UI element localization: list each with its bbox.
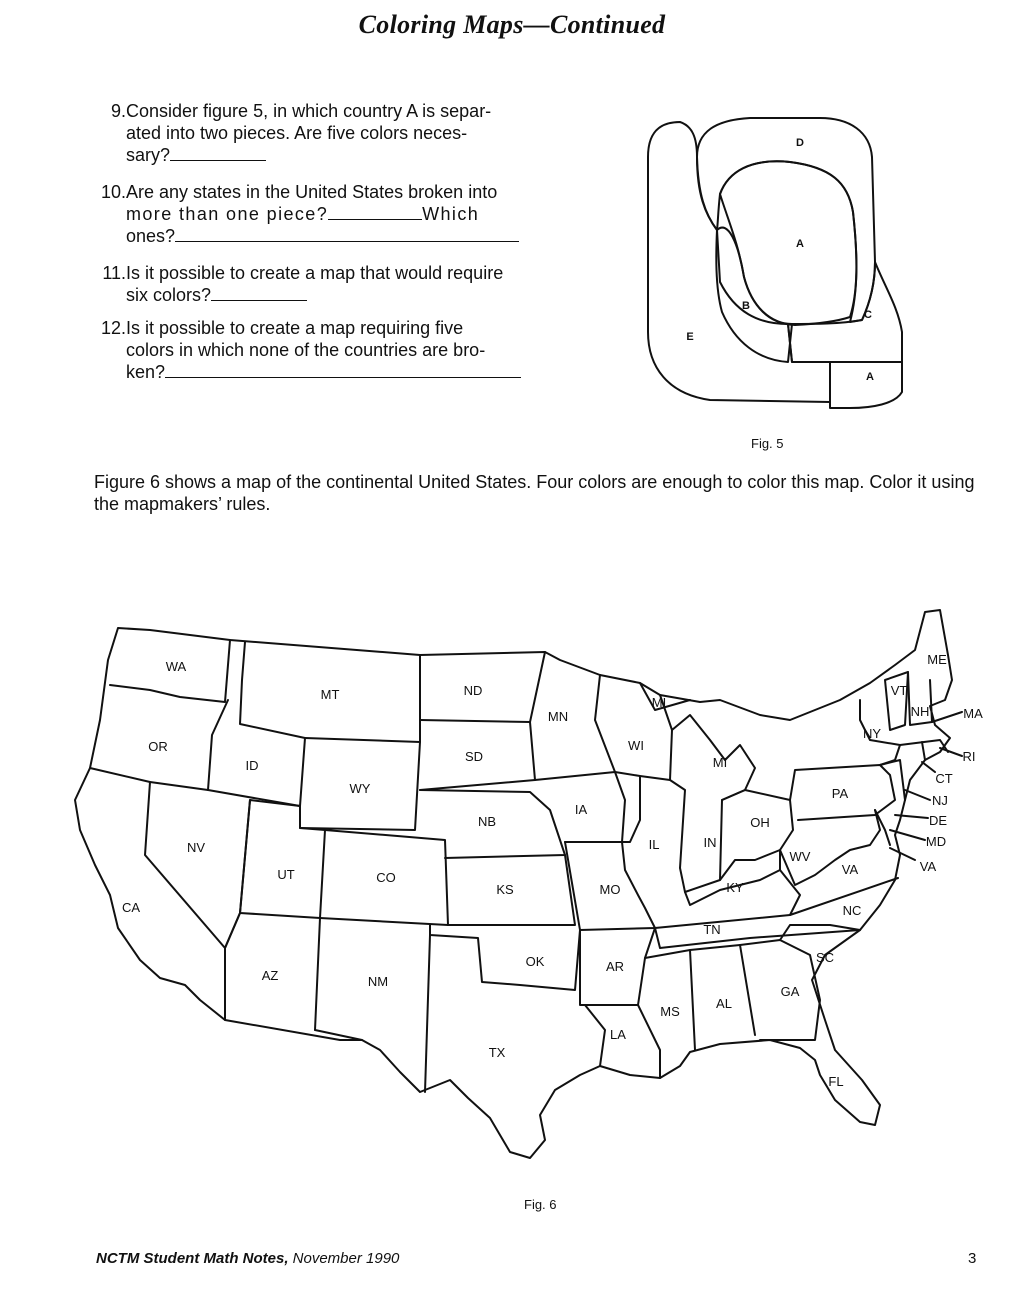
question-line: sary? bbox=[126, 145, 171, 165]
figure-6-caption: Fig. 6 bbox=[524, 1197, 557, 1212]
figure-5-caption: Fig. 5 bbox=[751, 436, 784, 451]
state-label: KS bbox=[496, 882, 514, 897]
answer-blank[interactable] bbox=[211, 284, 307, 301]
state-border bbox=[638, 1005, 660, 1078]
state-label: UT bbox=[277, 867, 295, 882]
state-border bbox=[315, 1030, 362, 1040]
footer-citation bbox=[96, 1250, 399, 1267]
page-number: 3 bbox=[968, 1250, 977, 1267]
state-border bbox=[780, 810, 880, 885]
state-label: WY bbox=[349, 781, 371, 796]
state-label: PA bbox=[831, 786, 849, 801]
state-label: NV bbox=[186, 840, 206, 855]
question-line: Is it possible to create a map that would require bbox=[126, 263, 504, 283]
state-label: MI bbox=[712, 755, 728, 770]
callout-line bbox=[922, 762, 935, 772]
question-number: 11. bbox=[102, 263, 126, 283]
state-label: NC bbox=[842, 903, 862, 918]
page-title: Coloring Maps—Continued bbox=[358, 10, 666, 39]
question-12 bbox=[100, 317, 526, 383]
state-border bbox=[315, 918, 320, 1030]
state-label: MD bbox=[925, 834, 947, 849]
question-line: colors in which none of the countries are bro- bbox=[126, 340, 486, 360]
state-label: GA bbox=[780, 984, 800, 999]
state-label: NM bbox=[367, 974, 389, 989]
question-line: ated into two pieces. Are five colors neces- bbox=[126, 123, 468, 143]
state-border bbox=[685, 850, 780, 905]
state-label: NH bbox=[910, 704, 930, 719]
state-label: VA bbox=[841, 862, 859, 877]
state-label: MN bbox=[547, 709, 569, 724]
question-line: Are any states in the United States broken into bbox=[126, 182, 498, 202]
state-label: WI bbox=[628, 738, 644, 753]
state-label: ND bbox=[463, 683, 483, 698]
state-label: AL bbox=[716, 996, 732, 1011]
region-a-large bbox=[720, 161, 856, 325]
region-label: D bbox=[796, 137, 804, 149]
state-label: VT bbox=[890, 683, 908, 698]
answer-blank[interactable] bbox=[328, 203, 422, 220]
region-d bbox=[697, 118, 875, 322]
question-number: 10. bbox=[100, 182, 126, 202]
state-border bbox=[655, 870, 800, 928]
state-label: ID bbox=[245, 758, 259, 773]
state-label: MA bbox=[963, 706, 983, 721]
figure-5-map bbox=[640, 112, 912, 412]
answer-blank[interactable] bbox=[175, 225, 519, 242]
state-label: CO bbox=[376, 870, 396, 885]
question-line: Which bbox=[422, 204, 480, 224]
state-label: SC bbox=[815, 950, 835, 965]
state-border bbox=[690, 945, 755, 1035]
state-label: WV bbox=[789, 849, 811, 864]
state-label: IA bbox=[574, 802, 588, 817]
answer-blank[interactable] bbox=[165, 361, 521, 378]
state-label: ME bbox=[927, 652, 947, 667]
state-label: SD bbox=[464, 749, 484, 764]
us-outline-map bbox=[70, 605, 990, 1175]
figure-6-instructions: Figure 6 shows a map of the continental United States. Four colors are enough to color this map. Color it using the mapmakers’ rules. bbox=[94, 472, 975, 514]
footer-date: November 1990 bbox=[288, 1250, 400, 1267]
callout-line bbox=[905, 790, 930, 800]
state-label: WA bbox=[165, 659, 187, 674]
state-label: MT bbox=[320, 687, 340, 702]
state-label: NY bbox=[862, 726, 882, 741]
question-line: more than one piece? bbox=[126, 204, 329, 224]
state-border bbox=[922, 742, 925, 760]
state-border bbox=[875, 810, 890, 845]
state-label: AZ bbox=[261, 968, 279, 983]
state-label: DE bbox=[928, 813, 948, 828]
question-line: ones? bbox=[126, 226, 176, 246]
state-border bbox=[880, 760, 905, 800]
state-label: NJ bbox=[932, 793, 948, 808]
state-border bbox=[225, 913, 240, 1020]
state-label: MO bbox=[599, 882, 621, 897]
state-border bbox=[208, 642, 305, 806]
region-label: E bbox=[686, 331, 694, 343]
state-label: AR bbox=[605, 959, 625, 974]
state-border bbox=[430, 925, 580, 990]
question-line: six colors? bbox=[126, 285, 212, 305]
region-label: C bbox=[864, 309, 872, 321]
region-label: A bbox=[796, 238, 804, 250]
callout-line bbox=[940, 748, 962, 756]
answer-blank[interactable] bbox=[170, 144, 266, 161]
question-11 bbox=[100, 262, 526, 306]
state-border bbox=[655, 928, 860, 948]
state-label: MI bbox=[651, 695, 667, 710]
state-border bbox=[145, 782, 250, 948]
footer-publication: NCTM Student Math Notes, bbox=[96, 1250, 289, 1267]
callout-line bbox=[890, 848, 915, 860]
region-c bbox=[788, 262, 902, 362]
state-border bbox=[595, 675, 672, 780]
state-label: IL bbox=[648, 837, 660, 852]
state-label: TN bbox=[703, 922, 721, 937]
state-label: IN bbox=[703, 835, 717, 850]
state-label: FL bbox=[828, 1074, 844, 1089]
state-label: NB bbox=[477, 814, 497, 829]
question-line: ken? bbox=[126, 362, 166, 382]
state-label: MS bbox=[660, 1004, 680, 1019]
region-a-small bbox=[830, 362, 902, 408]
state-border bbox=[885, 672, 908, 730]
state-border bbox=[240, 800, 325, 918]
state-border bbox=[585, 1005, 605, 1066]
state-label: VA bbox=[919, 859, 937, 874]
question-number: 12. bbox=[100, 318, 126, 338]
state-label: CT bbox=[935, 771, 953, 786]
state-label: OR bbox=[148, 739, 168, 754]
state-label: KY bbox=[726, 880, 744, 895]
state-label: LA bbox=[610, 1027, 626, 1042]
region-label: B bbox=[742, 300, 750, 312]
question-line: Consider figure 5, in which country A is separ- bbox=[126, 101, 492, 121]
state-border bbox=[530, 652, 545, 722]
state-border bbox=[425, 935, 430, 1092]
question-number: 9. bbox=[110, 101, 126, 121]
state-label: CA bbox=[121, 900, 141, 915]
state-label: OH bbox=[750, 815, 770, 830]
state-label: RI bbox=[962, 749, 976, 764]
state-label: TX bbox=[488, 1045, 506, 1060]
question-9 bbox=[100, 100, 526, 166]
callout-line bbox=[932, 712, 962, 722]
question-10 bbox=[100, 181, 526, 247]
state-label: OK bbox=[525, 954, 545, 969]
question-line: Is it possible to create a map requiring five bbox=[126, 318, 464, 338]
region-label: A bbox=[866, 371, 874, 383]
